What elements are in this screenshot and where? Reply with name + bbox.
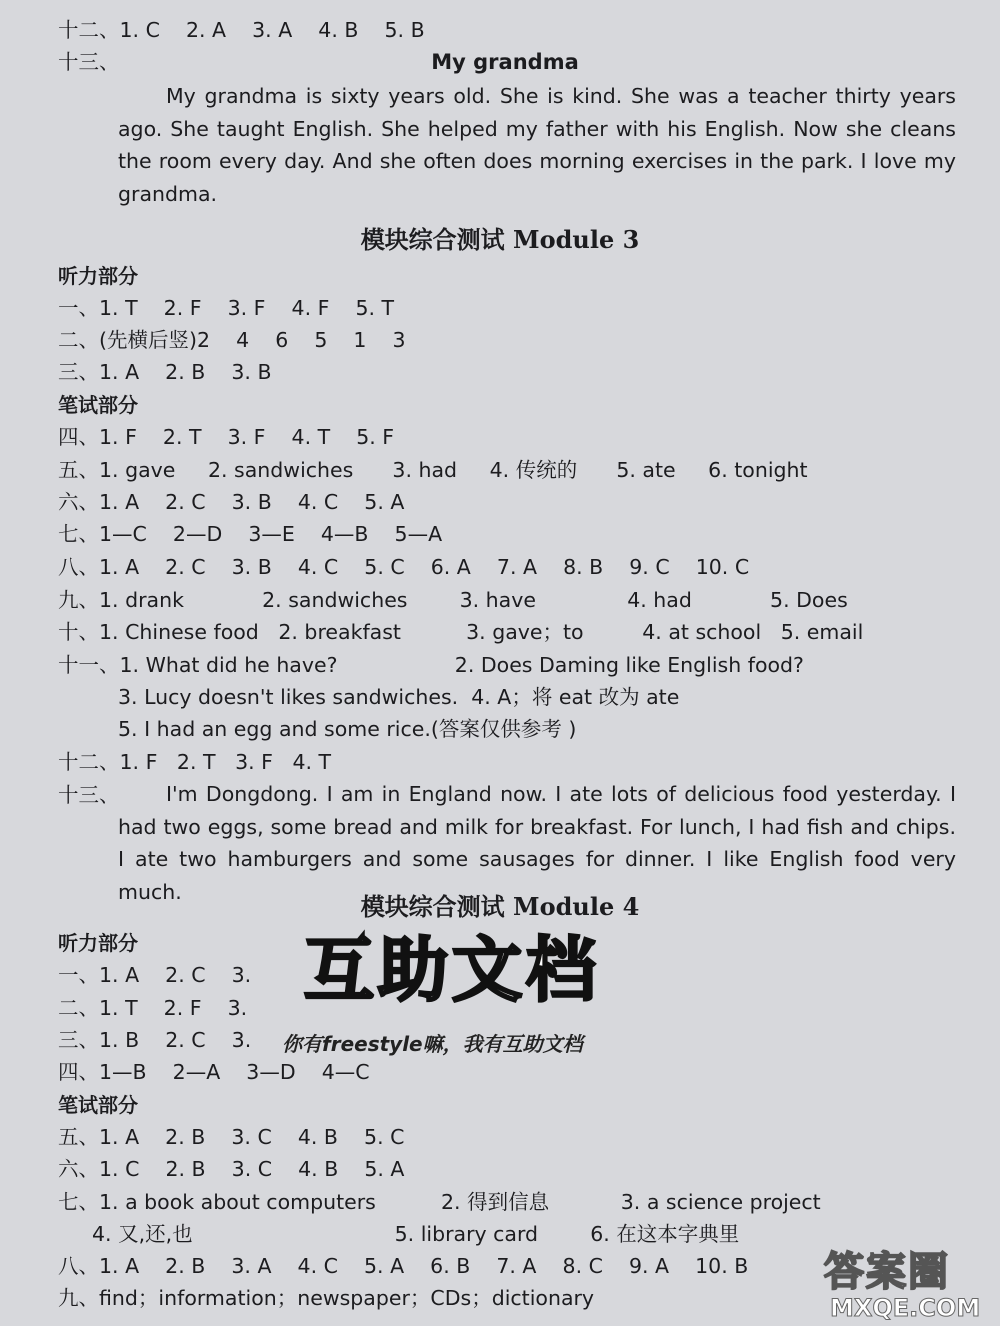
module3-label-13: 十三、 (58, 783, 120, 807)
module4-line-8: 八、1. A 2. B 3. A 4. C 5. A 6. B 7. A 8. C 9. A 10. B (58, 1254, 749, 1278)
module3-line-3: 三、1. A 2. B 3. B (58, 360, 272, 384)
module4-writing-header: 笔试部分 (58, 1093, 138, 1117)
watermark-logo: 互助文档 (304, 929, 600, 1011)
essay-text: My grandma is sixty years old. She is kind. She was a teacher thirty years ago. She taught English. She helped my father with his English. Now she cleans the room every day. And she often does morning exercises in the park. I love my grandma. (118, 84, 956, 206)
module3-line-5: 五、1. gave 2. sandwiches 3. had 4. 传统的 5. ate 6. tonight (58, 458, 808, 482)
module3-line-11a: 十一、1. What did he have? 2. Does Daming like English food? (58, 653, 804, 677)
module4-title: 模块综合测试 Module 4 (360, 892, 640, 921)
watermark-slogan: 你有freestyle嘛，我有互助文档 (282, 1032, 583, 1056)
essay-paragraph (118, 80, 956, 210)
module3-essay-text: I'm Dongdong. I am in England now. I ate lots of delicious food yesterday. I had two eggs, some bread and milk for breakfast. For lunch, I had fish and chips. I ate two hamburgers and some sausages for dinner. I like English food very much. (118, 782, 956, 904)
corner-watermark (820, 1240, 1000, 1326)
module4-line-7a: 七、1. a book about computers 2. 得到信息 3. a science project (58, 1190, 821, 1214)
module3-line-8: 八、1. A 2. C 3. B 4. C 5. C 6. A 7. A 8. B 9. C 10. C (58, 555, 750, 579)
module4-line-4: 四、1—B 2—A 3—D 4—C (58, 1060, 370, 1084)
module4-listening-header: 听力部分 (58, 931, 138, 955)
module3-listening-header: 听力部分 (58, 264, 138, 288)
module4-line-6: 六、1. C 2. B 3. C 4. B 5. A (58, 1157, 405, 1181)
module3-writing-header: 笔试部分 (58, 393, 138, 417)
module3-line-11b: 3. Lucy doesn't likes sandwiches. 4. A；将 eat 改为 ate (118, 685, 680, 709)
module4-line-9: 九、find；information；newspaper；CDs；dictionary (58, 1286, 595, 1310)
module3-line-7: 七、1—C 2—D 3—E 4—B 5—A (58, 522, 443, 546)
module4-line-3: 三、1. B 2. C 3. (58, 1028, 252, 1052)
module3-title: 模块综合测试 Module 3 (360, 225, 640, 254)
module3-line-2: 二、(先横后竖)2 4 6 5 1 3 (58, 328, 406, 352)
module3-line-4: 四、1. F 2. T 3. F 4. T 5. F (58, 425, 395, 449)
module3-line-1: 一、1. T 2. F 3. F 4. F 5. T (58, 296, 395, 320)
module4-line-7b: 4. 又,还,也 5. library card 6. 在这本字典里 (92, 1222, 740, 1246)
module3-essay (118, 778, 956, 908)
answer-label-13: 十三、 (58, 50, 120, 74)
module4-line-1: 一、1. A 2. C 3. (58, 963, 252, 987)
corner-watermark-url: MXQE.COM (830, 1294, 981, 1322)
module4-line-2: 二、1. T 2. F 3. (58, 996, 248, 1020)
answer-line-12: 十二、1. C 2. A 3. A 4. B 5. B (58, 18, 425, 42)
module3-line-9: 九、1. drank 2. sandwiches 3. have 4. had 5. Does (58, 588, 848, 612)
corner-watermark-logo: 答案圈 (824, 1249, 950, 1295)
module3-line-6: 六、1. A 2. C 3. B 4. C 5. A (58, 490, 405, 514)
essay-title: My grandma (431, 50, 579, 74)
module4-line-5: 五、1. A 2. B 3. C 4. B 5. C (58, 1125, 405, 1149)
module3-line-10: 十、1. Chinese food 2. breakfast 3. gave；to 4. at school 5. email (58, 620, 864, 644)
module3-line-11c: 5. I had an egg and some rice.(答案仅供参考 ) (118, 717, 577, 741)
module3-line-12: 十二、1. F 2. T 3. F 4. T (58, 750, 332, 774)
